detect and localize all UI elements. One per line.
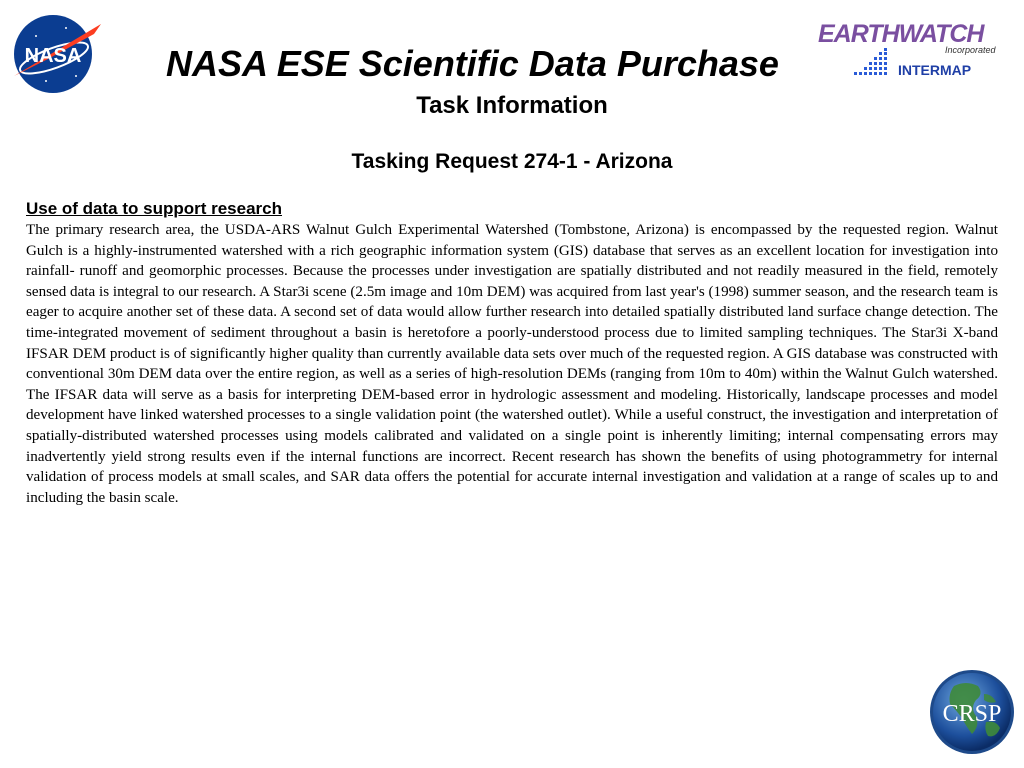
intermap-logo-text: INTERMAP <box>898 62 972 78</box>
crsp-logo <box>926 664 1016 758</box>
nasa-logo-text: NASA <box>24 45 82 67</box>
earthwatch-incorporated: Incorporated <box>945 45 996 55</box>
request-title: Tasking Request 274-1 - Arizona <box>351 150 673 173</box>
page-title: NASA ESE Scientific Data Purchase <box>166 43 779 84</box>
section-heading: Use of data to support research <box>26 199 283 218</box>
earthwatch-logo-text: EARTHWATCH <box>818 20 984 48</box>
page-subtitle: Task Information <box>416 92 608 119</box>
crsp-logo-text: CRSP <box>942 701 1002 727</box>
section-body-text: The primary research area, the USDA-ARS Walnut Gulch Experimental Watershed (Tombstone, Arizona) is encompassed by the requested region. Walnut Gulch is a highly-instrumented watershed with a rich geographic information system (GIS) database that serves as an excellent location for investigation into rainfall- runoff and geomorphic processes. Because the processes under investigation are spatially distributed and not readily measured in the field, remotely sensed data is integral to our research. A Star3i scene (2.5m image and 10m DEM) was acquired from last year's (1998) summer season, and the research team is eager to acquire another set of these data. A second set of data would allow further research into detailed spatially distributed land surface change detection. The time-integrated movement of sediment throughout a basin is heretofore a poorly-understood process due to limited sampling techniques. The Star3i X-band IFSAR DEM product is of significantly higher quality than currently available data sets over much of the requested region. A GIS database was constructed with conventional 30m DEM data over the entire region, as well as a series of high-resolution DEMs (ranging from 10m to 40m) within the Walnut Gulch watershed. The IFSAR data will serve as a basis for interpreting DEM-based error in hydrologic assessment and modeling. Historically, landscape processes and model development have linked watershed processes to a single validation point (the watershed outlet). While a useful construct, the investigation and interpretation of spatially-distributed watershed processes using models calibrated and validated on a single point is inherently limiting; internal compensating errors may inadvertently yield strong results even if the internal functions are incorrect. Recent research has shown the benefits of using photogrammetry for internal validation of process models at small scales, and SAR data offers the potential for accurate internal investigation and validation at a range of scales up to and including the basin scale. <box>26 222 998 506</box>
